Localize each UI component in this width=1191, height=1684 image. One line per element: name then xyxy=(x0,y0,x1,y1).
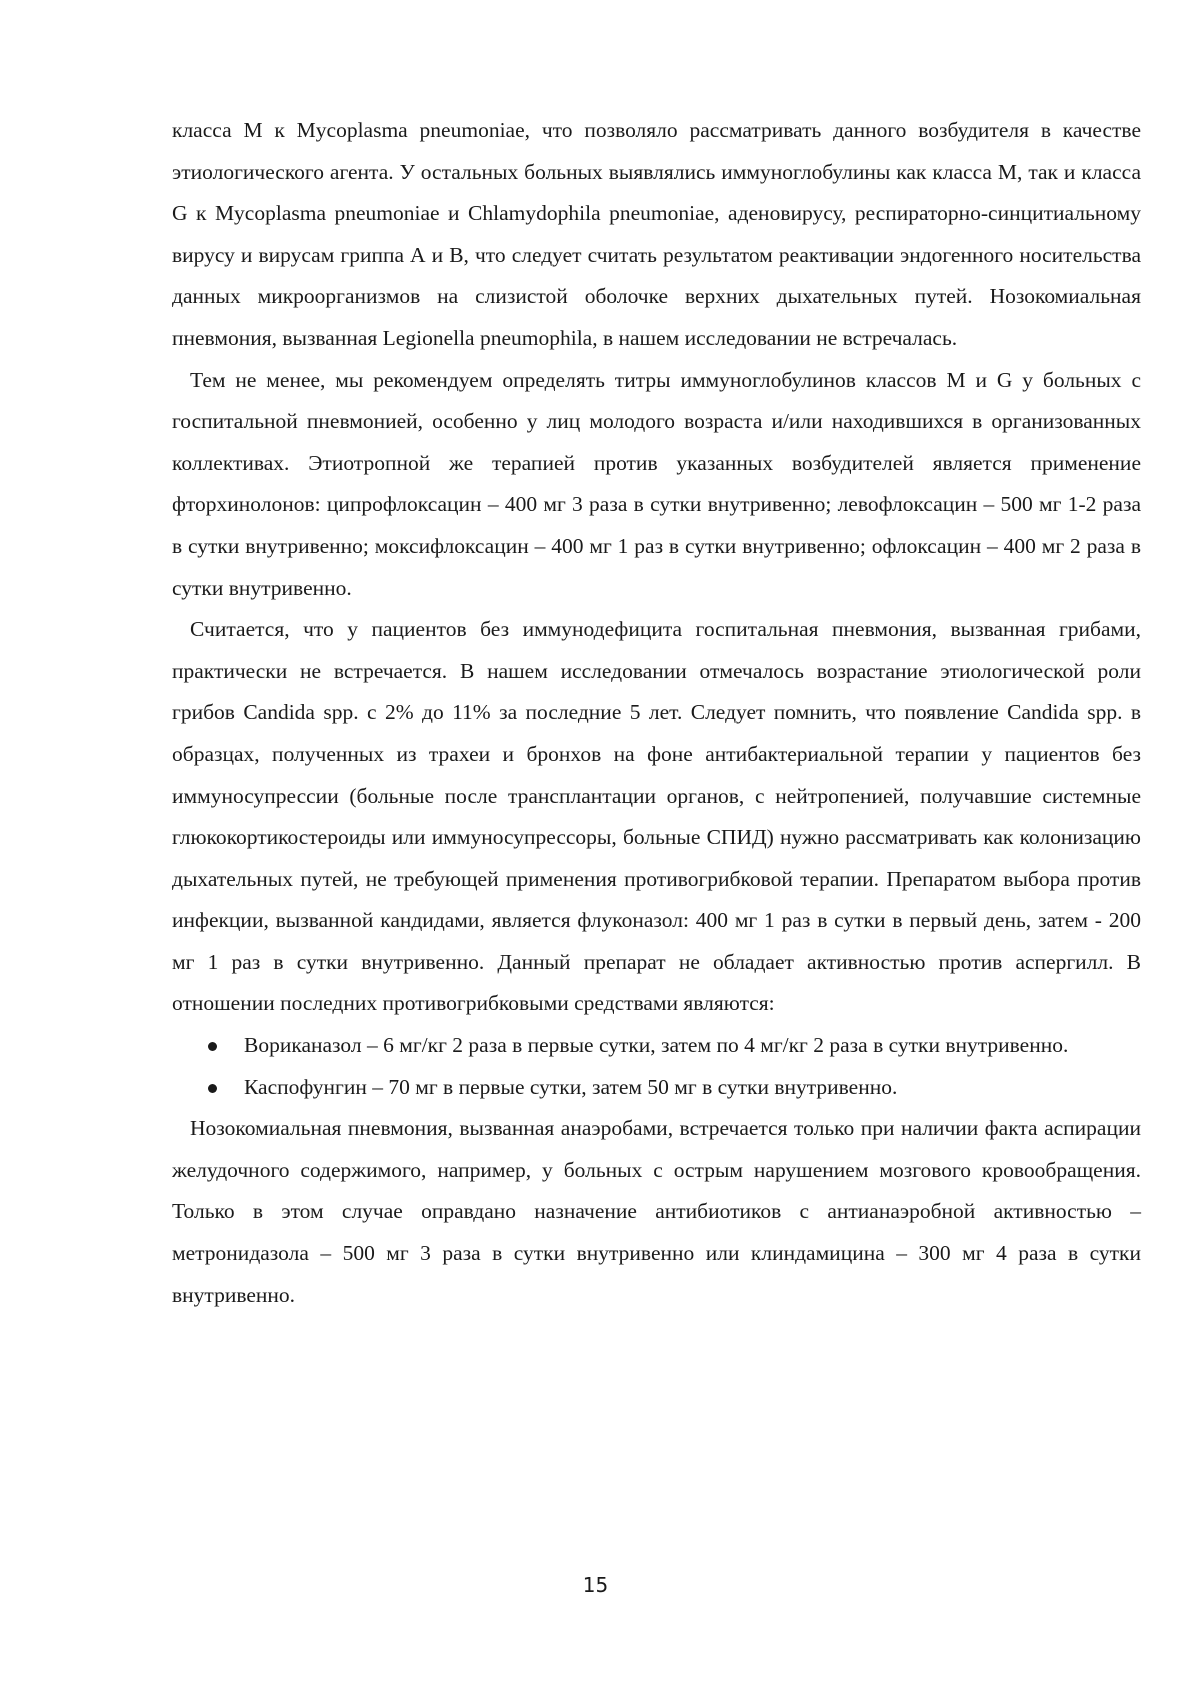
paragraph-serology: класса М к Mycoplasma pneumoniae, что позволяло рассматривать данного возбудителя в качестве этиологического агента. У остальных больных выявлялись иммуноглобулины как класса М, так и класса G к Mycoplasma pneumoniae и Chlamydophila pneumoniae, аденовирусу, респираторно-синцитиальному вирусу и вирусам гриппа А и В, что следует считать результатом реактивации эндогенного носительства данных микроорганизмов на слизистой оболочке верхних дыхательных путей. Нозокомиальная пневмония, вызванная Legionella pneumophila, в нашем исследовании не встречалась. xyxy=(172,118,1141,350)
paragraph-fluoroquinolones: Тем не менее, мы рекомендуем определять титры иммуноглобулинов классов М и G у больных с госпитальной пневмонией, особенно у лиц молодого возраста и/или находившихся в организованных коллективах. Этиотропной же терапией против указанных возбудителей является применение фторхинолонов: ципрофлоксацин – 400 мг 3 раза в сутки внутривенно; левофлоксацин – 500 мг 1-2 раза в сутки внутривенно; моксифлоксацин – 400 мг 1 раз в сутки внутривенно; офлоксацин – 400 мг 2 раза в сутки внутривенно. xyxy=(172,367,1141,600)
antifungal-list xyxy=(172,1025,1141,1108)
list-item-text: Вориканазол – 6 мг/кг 2 раза в первые сутки, затем по 4 мг/кг 2 раза в сутки внутривенно. xyxy=(244,1033,1069,1058)
page-body xyxy=(172,110,1141,1316)
bullet-icon xyxy=(208,1084,217,1093)
list-item-text: Каспофунгин – 70 мг в первые сутки, затем 50 мг в сутки внутривенно. xyxy=(244,1074,898,1099)
list-item xyxy=(172,1025,1141,1067)
bullet-icon xyxy=(208,1042,217,1051)
paragraph-anaerobes: Нозокомиальная пневмония, вызванная анаэробами, встречается только при наличии факта аспирации желудочного содержимого, например, у больных с острым нарушением мозгового кровообращения. Только в этом случае оправдано назначение антибиотиков с антианаэробной активностью – метронидазола – 500 мг 3 раза в сутки внутривенно или клиндамицина – 300 мг 4 раза в сутки внутривенно. xyxy=(172,1116,1141,1307)
list-item xyxy=(172,1067,1141,1109)
page-number: 15 xyxy=(582,1573,609,1597)
paragraph-fungi: Считается, что у пациентов без иммунодефицита госпитальная пневмония, вызванная грибами, практически не встречается. В нашем исследовании отмечалось возрастание этиологической роли грибов Candida spp. с 2% до 11% за последние 5 лет. Следует помнить, что появление Candida spp. в образцах, полученных из трахеи и бронхов на фоне антибактериальной терапии у пациентов без иммуносупрессии (больные после трансплантации органов, с нейтропенией, получавшие системные глюкокортикостероиды или иммуносупрессоры, больные СПИД) нужно рассматривать как колонизацию дыхательных путей, не требующей применения противогрибковой терапии. Препаратом выбора против инфекции, вызванной кандидами, является флуконазол: 400 мг 1 раз в сутки в первый день, затем - 200 мг 1 раз в сутки внутривенно. Данный препарат не обладает активностью против аспергилл. В отношении последних противогрибковыми средствами являются: xyxy=(172,617,1141,1016)
